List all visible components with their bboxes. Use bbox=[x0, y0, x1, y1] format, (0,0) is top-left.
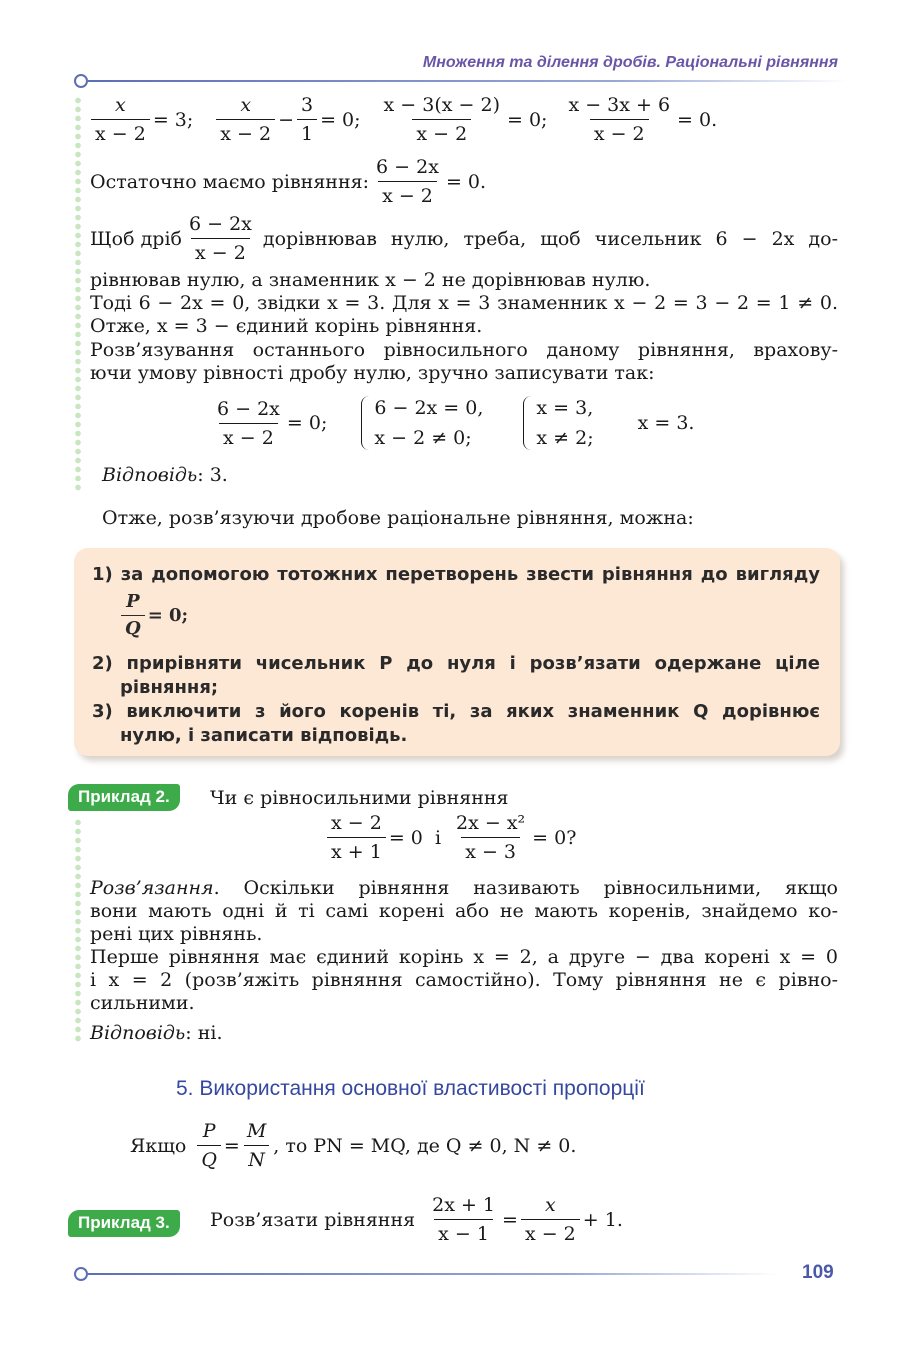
top-rule bbox=[88, 80, 848, 82]
paragraph-line: ючи умову рівності дробу нулю, зручно записувати так: bbox=[90, 362, 655, 384]
solution-line: Розв’язання. Оскільки рівняння називають рівносильними, якщо bbox=[90, 877, 838, 899]
fraction: $\frac{2x + 1}{x - 1}$ bbox=[432, 1194, 496, 1245]
fraction: $\frac{6 - 2x}{x - 2}$ bbox=[217, 397, 280, 449]
fraction: $\frac{3}{1}$ bbox=[297, 94, 317, 145]
solution-line: і x = 2 (розв’яжіть рівняння самостійно). Тому рівняння не є рівно- bbox=[90, 969, 838, 991]
example-question: Чи є рівносильними рівняння bbox=[210, 787, 509, 809]
solution-line: рені цих рівнянь. bbox=[90, 923, 263, 945]
paragraph-line: Тоді 6 − 2x = 0, звідки x = 3. Для x = 3 знаменник x − 2 = 3 − 2 = 1 ≠ 0. bbox=[90, 292, 838, 314]
fraction: $\frac{x - 3x + 6}{x - 2}$ bbox=[568, 94, 671, 145]
system-brace: x = 3, x ≠ 2; bbox=[523, 396, 593, 450]
example-badge: Приклад 3. bbox=[68, 1210, 180, 1237]
summary-intro: Отже, розв’язуючи дробове раціональне рівняння, можна: bbox=[102, 507, 694, 529]
answer: Відповідь: ні. bbox=[90, 1022, 223, 1044]
rule-item-1-formula: $\frac{P}{Q}$ = 0; bbox=[118, 592, 188, 639]
proportion-property: Якщо $\frac{P}{Q}$ = $\frac{M}{N}$ , то PN = MQ, де Q ≠ 0, N ≠ 0. bbox=[130, 1120, 577, 1171]
fraction: $\frac{x}{x - 2}$ bbox=[521, 1194, 580, 1245]
system-brace: 6 − 2x = 0, x − 2 ≠ 0; bbox=[361, 396, 483, 450]
rule-item-3: 3) виключити з його коренів ті, за яких знаменник Q дорівнює bbox=[92, 701, 820, 722]
rule-item-1: 1) за допомогою тотожних перетворень звести рівняння до вигляду bbox=[92, 564, 820, 585]
fraction: $\frac{6 - 2x}{x - 2}$ bbox=[188, 213, 252, 264]
example-equations: $\frac{x - 2}{x + 1}$ = 0 і $\frac{\text{2x − x²}}{x - 3}$ = 0? bbox=[324, 812, 576, 863]
bottom-rule-ring bbox=[74, 1267, 88, 1281]
answer: Відповідь: 3. bbox=[102, 464, 228, 486]
rule-item-2: 2) прирівняти чисельник P до нуля і розв’язати одержане ціле bbox=[92, 653, 820, 674]
margin-dots-2 bbox=[74, 818, 82, 1044]
fraction: $\frac{x}{x - 2}$ bbox=[91, 94, 150, 145]
solution-line: сильними. bbox=[90, 992, 195, 1014]
equation-system: $\frac{6 - 2x}{x - 2}$ = 0; 6 − 2x = 0, x − 2 ≠ 0; x = 3, x ≠ 2; x = 3. bbox=[210, 396, 694, 450]
rule-item-3-cont: нулю, і записати відповідь. bbox=[120, 725, 408, 746]
running-header: Множення та ділення дробів. Раціональні рівняння bbox=[422, 54, 838, 71]
margin-dots-1 bbox=[74, 96, 82, 492]
paragraph-line: рівнював нулю, а знаменник x − 2 не дорівнював нулю. bbox=[90, 269, 651, 291]
paragraph-line: Отже, x = 3 − єдиний корінь рівняння. bbox=[90, 315, 483, 337]
page-number: 109 bbox=[802, 1262, 834, 1283]
section-title: 5. Використання основної властивості пропорції bbox=[176, 1077, 645, 1100]
rule-item-2-cont: рівняння; bbox=[120, 677, 219, 698]
example-badge: Приклад 2. bbox=[68, 784, 180, 811]
fraction: $\frac{x}{x - 2}$ bbox=[216, 94, 275, 145]
fraction: $\frac{M}{N}$ bbox=[243, 1120, 270, 1171]
fraction: $\frac{\text{2x − x²}}{x - 3}$ bbox=[456, 812, 526, 863]
final-equation: Остаточно маємо рівняння: $\frac{6 - 2x}{x - 2}$ = 0. bbox=[90, 156, 487, 207]
example-task: Розв’язати рівняння $\frac{2x + 1}{x - 1}$ = $\frac{x}{x - 2}$ + 1. bbox=[210, 1194, 623, 1245]
top-equations: $\frac{x}{x - 2}$ = 3; $\frac{x}{x - 2}$ − $\frac{3}{1}$ = 0; $\frac{x - 3(x - 2)}{x - 2}$ = 0; $\frac{x - 3x + 6}{x - 2}$ = 0. bbox=[88, 94, 717, 145]
solution-line: вони мають одні й ті самі корені або не мають коренів, знайдемо ко- bbox=[90, 900, 838, 922]
fraction: $\frac{P}{Q}$ bbox=[197, 1120, 221, 1171]
paragraph-line: Щоб дріб $\frac{6 - 2x}{x - 2}$ дорівнював нулю, треба, щоб чисельник 6 − 2x до- bbox=[90, 213, 838, 264]
solution-line: Перше рівняння має єдиний корінь x = 2, а друге − два корені x = 0 bbox=[90, 946, 838, 968]
bottom-rule bbox=[88, 1273, 778, 1275]
paragraph-line: Розв’язування останнього рівносильного даному рівняння, врахову- bbox=[90, 339, 838, 361]
fraction: $\frac{x - 2}{x + 1}$ bbox=[327, 812, 386, 863]
fraction: $\frac{P}{Q}$ bbox=[121, 592, 145, 639]
fraction: $\frac{x - 3(x - 2)}{x - 2}$ bbox=[383, 94, 500, 145]
top-rule-ring bbox=[74, 74, 88, 88]
fraction: $\frac{6 - 2x}{x - 2}$ bbox=[376, 156, 439, 207]
